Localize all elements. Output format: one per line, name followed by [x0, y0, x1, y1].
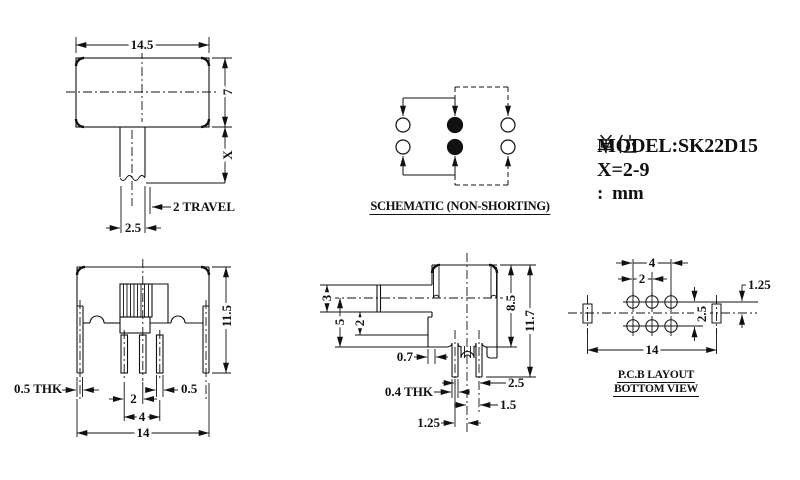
- units-hanzi-label: [597, 134, 637, 154]
- dim-row-gap: 2.5: [694, 305, 709, 323]
- top-view-body: [76, 58, 209, 127]
- units-row: [597, 182, 758, 207]
- model-number: MODEL:SK22D15: [597, 135, 758, 157]
- title-block: [597, 134, 758, 207]
- frame-clip-left: [434, 267, 440, 298]
- front-view-pins: [121, 335, 163, 373]
- dim-side-2: 2: [352, 319, 367, 327]
- dim-front-height: 11.5: [219, 304, 234, 328]
- knob-hatch: [124, 284, 149, 317]
- knob-slot: [152, 284, 168, 323]
- schematic-terminals: [396, 118, 515, 155]
- contact-loop-outer: [461, 346, 474, 358]
- x-range: X=2-9: [597, 159, 650, 181]
- pcb-layout-drawing: [568, 259, 758, 354]
- dim-slot-span: 14: [645, 342, 659, 357]
- frame-clip-right: [491, 267, 497, 298]
- dim-pin-pitch: 2: [130, 391, 137, 406]
- dim-side-1-25: 1.25: [417, 415, 440, 430]
- dim-travel: 2 TRAVEL: [173, 199, 236, 214]
- common-terminal: [448, 140, 463, 155]
- slider-knob: [120, 284, 152, 317]
- dim-side-pin-pitch: 2.5: [508, 375, 525, 390]
- dim-pad-pitch: 2: [638, 271, 646, 286]
- schematic-dashed-pole: [455, 87, 508, 185]
- dim-pin-width: 0.5: [181, 381, 198, 396]
- common-terminal: [448, 118, 463, 133]
- dim-side-0-7: 0.7: [396, 349, 413, 364]
- dim-body-width: 14: [136, 425, 150, 440]
- dim-stem-width: 2.5: [124, 220, 142, 235]
- units-separator: :: [597, 183, 604, 204]
- dim-body-height: 8.5: [503, 294, 518, 312]
- dim-pin-span: 4: [138, 409, 146, 424]
- pcb-caption-line2: BOTTOM VIEW: [614, 383, 698, 395]
- pcb-caption-line1: P.C.B LAYOUT: [617, 369, 695, 381]
- schematic-caption: SCHEMATIC (NON-SHORTING): [370, 199, 550, 213]
- schematic-diagram: [396, 87, 515, 185]
- dim-pad-span: 4: [648, 255, 656, 270]
- dim-pin-thickness: 0.4 THK: [384, 384, 433, 399]
- units-value: mm: [612, 183, 644, 204]
- break-line: [120, 176, 145, 181]
- dim-side-5: 5: [332, 318, 347, 326]
- dim-side-1-5: 1.5: [500, 397, 517, 412]
- dim-top-width: 14.5: [130, 37, 154, 52]
- dim-lug-thickness: 0.5 THK: [14, 381, 63, 396]
- dim-stem-length-x: X: [220, 150, 235, 160]
- dim-row-offset: 1.25: [748, 277, 771, 292]
- dim-total-height: 11.7: [522, 309, 537, 333]
- pcb-pads: [627, 292, 677, 336]
- dim-actuator-height: 3: [319, 294, 334, 302]
- dim-top-height: 7: [220, 88, 235, 96]
- side-view-actuator: [377, 285, 432, 312]
